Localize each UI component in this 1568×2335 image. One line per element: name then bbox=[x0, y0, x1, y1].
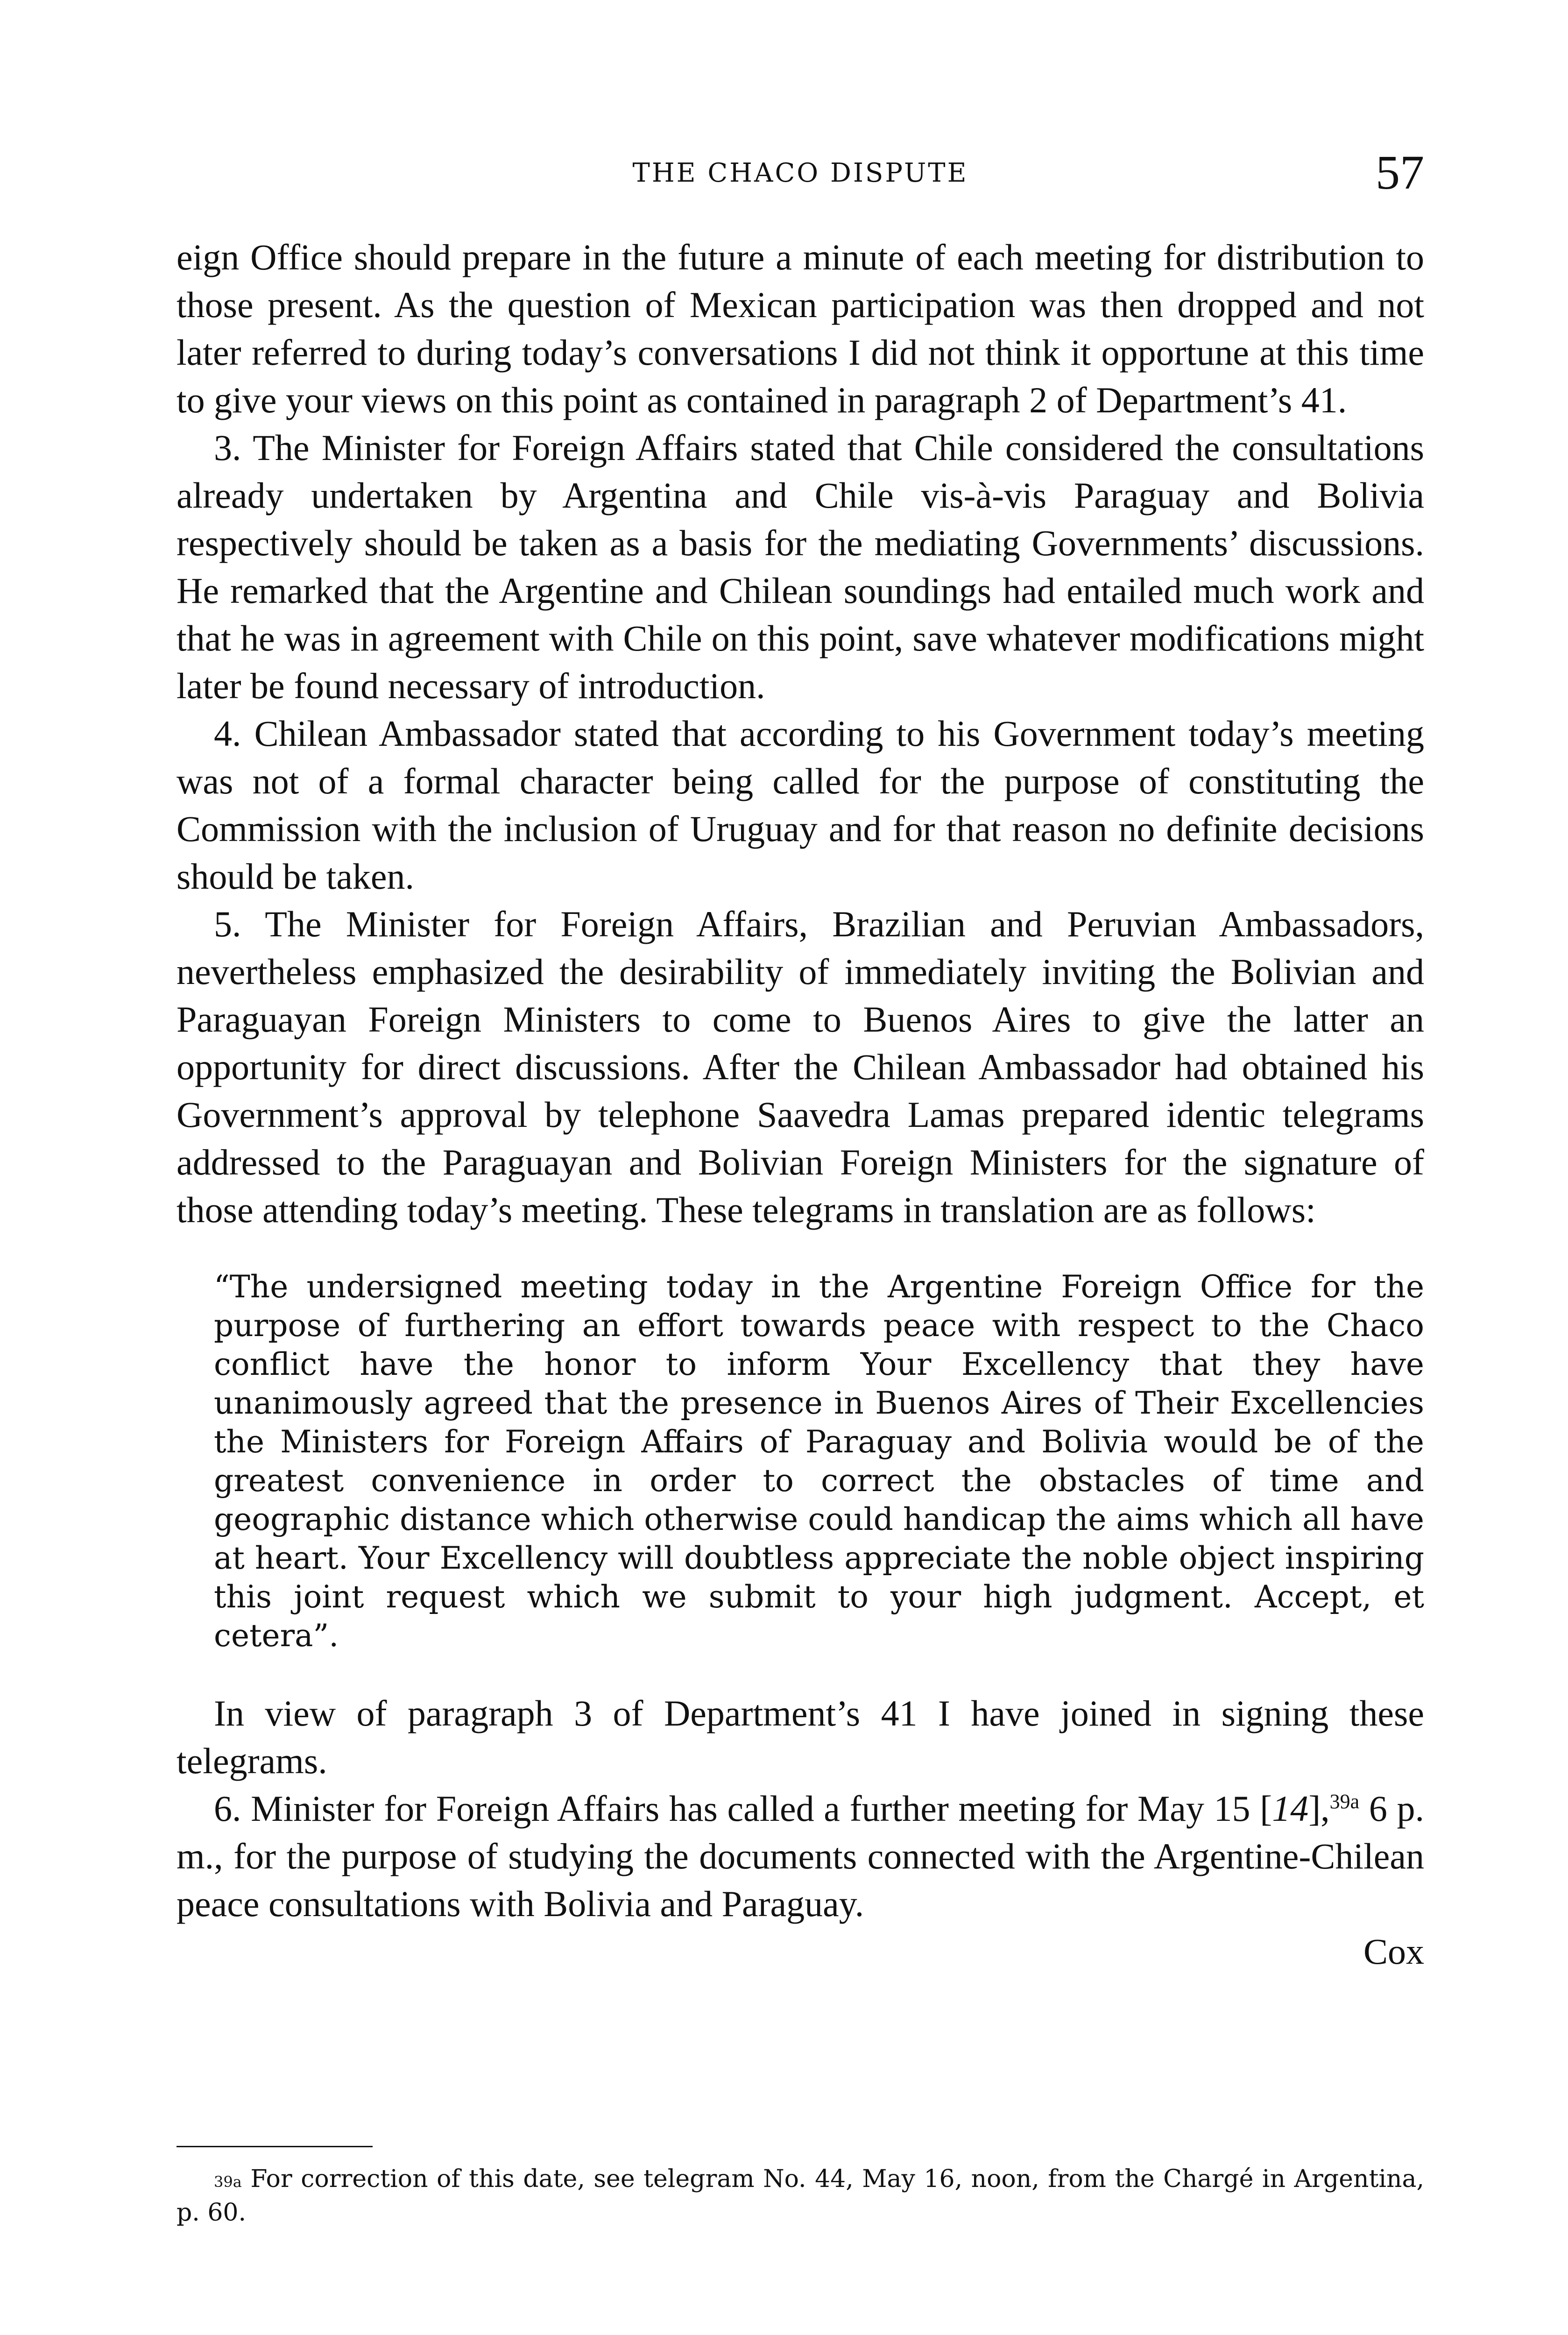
page-number: 57 bbox=[1376, 146, 1424, 199]
paragraph-6-bracket: ], bbox=[1308, 1788, 1330, 1829]
paragraph-6 bbox=[177, 1785, 1424, 1928]
paragraph-continuation: eign Office should prepare in the future a minute of each meeting for distribution to those present. As the question of Mexican participation was then dropped and not later referred to during today’s conversations I did not think it opportune at this time to give your views on this point as contained in paragraph 2 of Department’s 41. bbox=[177, 237, 1424, 420]
paragraph-6-corrected-date: 14 bbox=[1272, 1788, 1309, 1829]
footnote-mark: 39a bbox=[214, 2173, 242, 2191]
paragraph-signing-note: In view of paragraph 3 of Department’s 41 I have joined in signing these telegrams. bbox=[177, 1693, 1424, 1781]
footnote-reference: 39a bbox=[1329, 1790, 1360, 1813]
signature: Cox bbox=[1363, 1931, 1424, 1972]
body-text bbox=[177, 234, 1424, 1975]
paragraph-6-text-end: 6 p. m., for the purpose of studying the documents connected with the Argentine-Chilean peace consultations with Bolivia and Paraguay. bbox=[177, 1788, 1424, 1924]
paragraph-6-text-start: 6. Minister for Foreign Affairs has called a further meeting for May 15 [ bbox=[214, 1788, 1272, 1829]
running-head: THE CHACO DISPUTE bbox=[632, 158, 968, 188]
page-header bbox=[177, 146, 1424, 210]
paragraph-5: 5. The Minister for Foreign Affairs, Brazilian and Peruvian Ambassadors, nevertheless emphasized the desirability of immediately inviting the Bolivian and Paraguayan Foreign Ministers to come to Buenos Aires to give the latter an opportunity for direct discussions. After the Chilean Ambassador had obtained his Government’s approval by telephone Saavedra Lamas prepared identic telegrams addressed to the Paraguayan and Bolivian Foreign Ministers for the signature of those attending today’s meeting. These telegrams in translation are as follows: bbox=[177, 904, 1424, 1230]
paragraph-3: 3. The Minister for Foreign Affairs stated that Chile considered the consultations already undertaken by Argentina and Chile vis-à-vis Paraguay and Bolivia respectively should be taken as a basis for the mediating Governments’ discussions. He remarked that the Argentine and Chilean soundings had entailed much work and that he was in agreement with Chile on this point, save whatever modifications might later be found necessary of introduction. bbox=[177, 427, 1424, 706]
footnote-divider bbox=[177, 2146, 373, 2147]
paragraph-4: 4. Chilean Ambassador stated that according to his Government today’s meeting was not of a formal character being called for the purpose of constituting the Commission with the inclusion of Uruguay and for that reason no definite decisions should be taken. bbox=[177, 713, 1424, 897]
footnote-text: For correction of this date, see telegram No. 44, May 16, noon, from the Chargé in Argentina, p. 60. bbox=[177, 2165, 1424, 2227]
footnote bbox=[177, 2162, 1424, 2229]
telegram-quotation: “The undersigned meeting today in the Argentine Foreign Office for the purpose of furthering an effort towards peace with respect to the Chaco conflict have the honor to inform Your Excellency that they have unanimously agreed that the presence in Buenos Aires of Their Excellencies the Ministers for Foreign Affairs of Paraguay and Bolivia would be of the greatest convenience in order to correct the obstacles of time and geographic distance which otherwise could handicap the aims which all have at heart. Your Excellency will doubtless appreciate the noble object inspiring this joint request which we submit to your high judgment. Accept, et cetera”. bbox=[214, 1269, 1424, 1654]
